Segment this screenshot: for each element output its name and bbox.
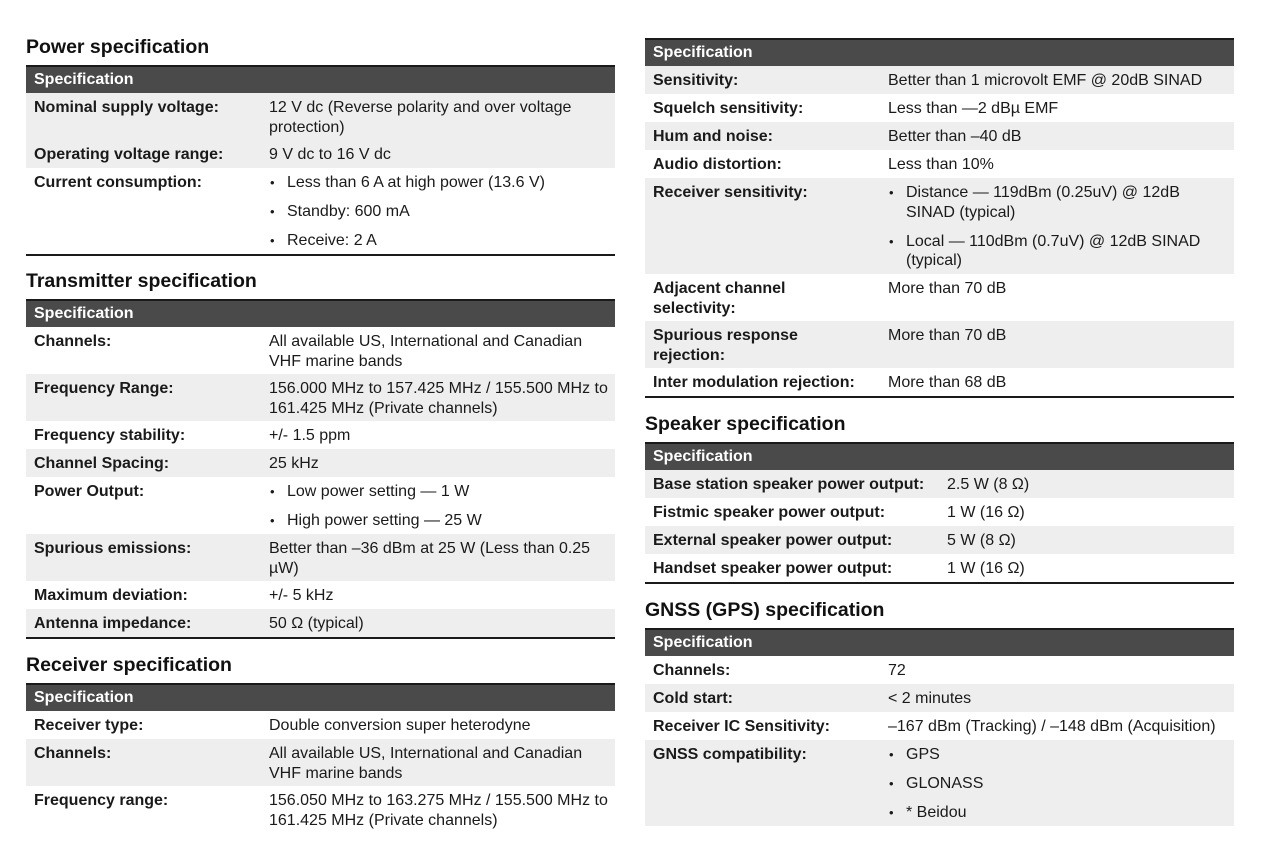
table-row (26, 140, 615, 168)
transmitter-spec-table (26, 299, 615, 639)
row-label: Channels: (34, 745, 112, 762)
row-label: GNSS compatibility: (653, 746, 807, 763)
row-value-list (888, 745, 1228, 823)
gnss-spec-title: GNSS (GPS) specification (645, 599, 885, 621)
row-value: 1 W (16 Ω) (947, 504, 1025, 521)
row-value-list (269, 482, 609, 531)
row-label: Fistmic speaker power output: (653, 504, 886, 521)
row-value: Better than 1 microvolt EMF @ 20dB SINAD (888, 72, 1203, 89)
table-header: Specification (645, 442, 1234, 470)
row-value: Better than –36 dBm at 25 W (Less than 0.25 µW) (269, 540, 591, 577)
list-item: • Standby: 600 mA (269, 202, 609, 222)
row-value: 156.050 MHz to 163.275 MHz / 155.500 MHz to 161.425 MHz (Private channels) (269, 792, 608, 829)
list-item: • Low power setting — 1 W (269, 482, 609, 502)
power-spec-title: Power specification (26, 36, 210, 58)
row-value: 50 Ω (typical) (269, 615, 364, 632)
receiver-spec-title: Receiver specification (26, 654, 232, 676)
speaker-spec-title: Speaker specification (645, 413, 846, 435)
row-label: Frequency range: (34, 792, 169, 809)
row-label: Frequency stability: (34, 427, 186, 444)
row-value: 9 V dc to 16 V dc (269, 146, 391, 163)
row-label: Channel Spacing: (34, 455, 170, 472)
table-header: Specification (26, 683, 615, 711)
row-label: Sensitivity: (653, 72, 739, 89)
row-label: Spurious emissions: (34, 540, 192, 557)
receiver-spec-table-continued (645, 38, 1234, 398)
row-value: +/- 5 kHz (269, 587, 334, 604)
row-value: 25 kHz (269, 455, 319, 472)
table-row (26, 327, 615, 374)
row-value: Better than –40 dB (888, 128, 1022, 145)
row-value: Less than —2 dBµ EMF (888, 100, 1059, 117)
row-label: Maximum deviation: (34, 587, 188, 604)
table-row (645, 122, 1234, 150)
table-row (26, 374, 615, 421)
receiver-spec-table (26, 683, 615, 833)
row-label: Receiver sensitivity: (653, 184, 808, 201)
table-row (26, 168, 615, 254)
row-label: Channels: (653, 662, 731, 679)
table-header: Specification (645, 628, 1234, 656)
row-value: More than 70 dB (888, 327, 1007, 344)
table-row (645, 712, 1234, 740)
table-row (26, 786, 615, 833)
row-value: 156.000 MHz to 157.425 MHz / 155.500 MHz to 161.425 MHz (Private channels) (269, 380, 608, 417)
row-value: +/- 1.5 ppm (269, 427, 351, 444)
row-label: Inter modulation rejection: (653, 374, 855, 391)
row-label: Audio distortion: (653, 156, 782, 173)
row-value: All available US, International and Canadian VHF marine bands (269, 745, 583, 782)
row-label: Squelch sensitivity: (653, 100, 804, 117)
table-row (26, 534, 615, 581)
row-label: Spurious response rejection: (653, 327, 798, 364)
list-item: • Receive: 2 A (269, 231, 609, 251)
row-label: External speaker power output: (653, 532, 893, 549)
table-header: Specification (645, 38, 1234, 66)
row-label: Channels: (34, 333, 112, 350)
list-item: • * Beidou (888, 803, 1228, 823)
transmitter-spec-title: Transmitter specification (26, 270, 257, 292)
table-row (645, 150, 1234, 178)
row-label: Receiver IC Sensitivity: (653, 718, 830, 735)
row-label: Antenna impedance: (34, 615, 192, 632)
gnss-spec-table (645, 628, 1234, 826)
list-item: • Distance — 119dBm (0.25uV) @ 12dB SINAD (typical) (888, 183, 1228, 222)
list-item: • Less than 6 A at high power (13.6 V) (269, 173, 609, 193)
table-row (26, 421, 615, 449)
row-value-list (888, 183, 1228, 271)
table-row (645, 470, 1234, 498)
table-row (26, 93, 615, 140)
table-row (26, 581, 615, 609)
row-label: Cold start: (653, 690, 733, 707)
table-row (645, 684, 1234, 712)
row-label: Nominal supply voltage: (34, 99, 219, 116)
row-label: Power Output: (34, 483, 145, 500)
list-item: • Local — 110dBm (0.7uV) @ 12dB SINAD (typical) (888, 232, 1228, 271)
table-header: Specification (26, 299, 615, 327)
table-row (645, 526, 1234, 554)
table-row (645, 321, 1234, 368)
table-row (26, 477, 615, 534)
table-row (645, 178, 1234, 274)
row-label: Current consumption: (34, 174, 202, 191)
row-value: More than 68 dB (888, 374, 1007, 391)
row-label: Base station speaker power output: (653, 476, 925, 493)
table-row (645, 554, 1234, 582)
table-row (26, 609, 615, 637)
table-row (26, 739, 615, 786)
table-row (645, 656, 1234, 684)
table-header: Specification (26, 65, 615, 93)
row-value: Less than 10% (888, 156, 994, 173)
row-value: 12 V dc (Reverse polarity and over voltage protection) (269, 99, 572, 136)
row-label: Operating voltage range: (34, 146, 224, 163)
table-row (26, 711, 615, 739)
row-value: –167 dBm (Tracking) / –148 dBm (Acquisition) (888, 718, 1216, 735)
speaker-spec-table (645, 442, 1234, 584)
list-item: • High power setting — 25 W (269, 511, 609, 531)
table-row (645, 274, 1234, 321)
row-label: Frequency Range: (34, 380, 174, 397)
power-spec-table (26, 65, 615, 256)
table-row (645, 740, 1234, 826)
row-value-list (269, 173, 609, 251)
row-value: 1 W (16 Ω) (947, 560, 1025, 577)
row-value: 72 (888, 662, 906, 679)
table-row (645, 368, 1234, 396)
row-label: Hum and noise: (653, 128, 774, 145)
table-row (26, 449, 615, 477)
row-value: 5 W (8 Ω) (947, 532, 1016, 549)
table-row (645, 94, 1234, 122)
row-value: All available US, International and Canadian VHF marine bands (269, 333, 583, 370)
row-label: Adjacent channel selectivity: (653, 280, 786, 317)
row-value: Double conversion super heterodyne (269, 717, 531, 734)
row-value: < 2 minutes (888, 690, 972, 707)
table-row (645, 498, 1234, 526)
table-row (645, 66, 1234, 94)
row-value: 2.5 W (8 Ω) (947, 476, 1030, 493)
list-item: • GLONASS (888, 774, 1228, 794)
row-label: Receiver type: (34, 717, 144, 734)
row-value: More than 70 dB (888, 280, 1007, 297)
row-label: Handset speaker power output: (653, 560, 893, 577)
list-item: • GPS (888, 745, 1228, 765)
